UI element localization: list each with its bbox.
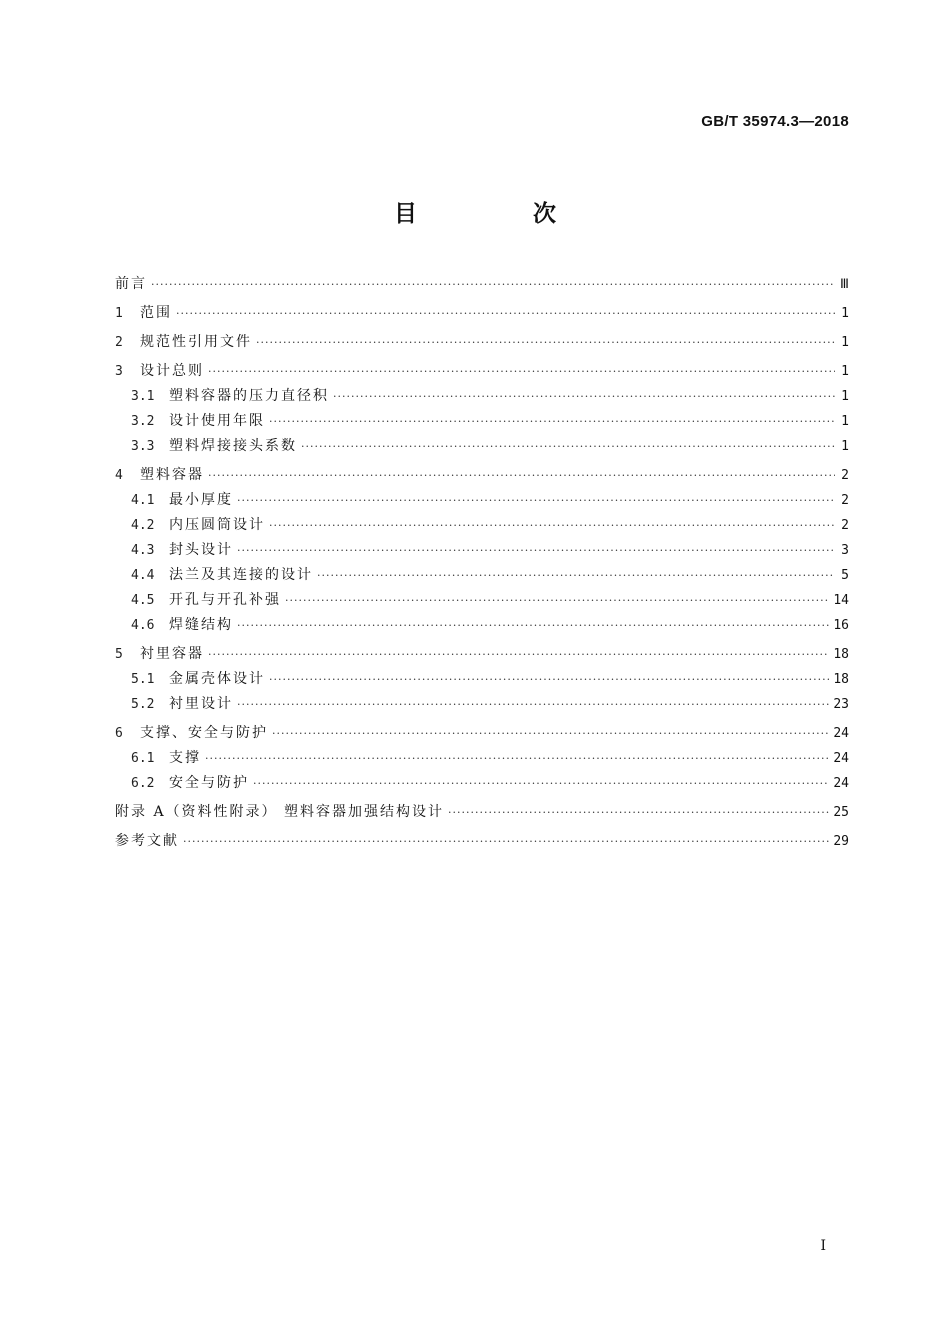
toc-entry-label: 前言 — [115, 276, 147, 292]
toc-entry-page: 23 — [833, 697, 849, 712]
toc-entry-label: 支撑、安全与防护 — [140, 725, 268, 741]
toc-leader-dots — [237, 488, 835, 513]
toc-entry[interactable] — [115, 800, 849, 825]
toc-entry-page: 29 — [833, 834, 849, 849]
toc-entry[interactable] — [115, 272, 849, 297]
toc-entry-page: 18 — [833, 672, 849, 687]
toc-entry-label: 设计使用年限 — [169, 413, 265, 429]
toc-entry-number: 4.2 — [131, 518, 155, 533]
toc-entry[interactable] — [115, 301, 849, 326]
toc-entry[interactable] — [115, 538, 849, 563]
toc-leader-dots — [285, 588, 829, 613]
toc-entry-page: 1 — [841, 335, 849, 350]
toc-entry[interactable] — [115, 488, 849, 513]
toc-leader-dots — [237, 692, 829, 717]
toc-entry-number: 1 — [115, 306, 123, 321]
toc-leader-dots — [208, 359, 835, 384]
toc-entry-label: 法兰及其连接的设计 — [169, 567, 313, 583]
toc-leader-dots — [317, 563, 835, 588]
toc-leader-dots — [205, 746, 829, 771]
toc-entry-page: 1 — [841, 439, 849, 454]
toc-leader-dots — [256, 330, 835, 355]
toc-entry-number: 2 — [115, 335, 123, 350]
standard-code: GB/T 35974.3—2018 — [701, 113, 849, 130]
toc-entry[interactable] — [115, 692, 849, 717]
toc-leader-dots — [183, 829, 829, 854]
toc-entry-page: 24 — [833, 726, 849, 741]
toc-entry-number: 5.1 — [131, 672, 155, 687]
toc-entry[interactable] — [115, 563, 849, 588]
toc-entry-label: 金属壳体设计 — [169, 671, 265, 687]
toc-entry-number: 6 — [115, 726, 123, 741]
toc-entry[interactable] — [115, 409, 849, 434]
toc-entry[interactable] — [115, 642, 849, 667]
toc-entry-label: 设计总则 — [140, 363, 204, 379]
toc-entry[interactable] — [115, 513, 849, 538]
toc-entry-number: 3.3 — [131, 439, 155, 454]
toc-entry-page: 14 — [833, 593, 849, 608]
toc-leader-dots — [208, 642, 829, 667]
toc-entry-label: 支撑 — [169, 750, 201, 766]
toc-entry-page: 2 — [841, 518, 849, 533]
toc-entry-number: 4.6 — [131, 618, 155, 633]
toc-leader-dots — [269, 513, 835, 538]
toc-leader-dots — [253, 771, 829, 796]
toc-entry-page: 18 — [833, 647, 849, 662]
toc-entry-label: 内压圆筒设计 — [169, 517, 265, 533]
toc-entry[interactable] — [115, 463, 849, 488]
table-of-contents — [115, 272, 849, 854]
toc-entry-page: 25 — [833, 805, 849, 820]
toc-entry-label: 安全与防护 — [169, 775, 249, 791]
toc-entry-page: 1 — [841, 389, 849, 404]
page-number: I — [820, 1238, 826, 1254]
toc-entry-page: 24 — [833, 776, 849, 791]
toc-entry[interactable] — [115, 330, 849, 355]
toc-leader-dots — [269, 409, 835, 434]
toc-entry-number: 4.4 — [131, 568, 155, 583]
toc-leader-dots — [151, 272, 835, 297]
toc-entry[interactable] — [115, 434, 849, 459]
toc-entry-page: 24 — [833, 751, 849, 766]
toc-entry-page: 16 — [833, 618, 849, 633]
toc-leader-dots — [237, 613, 829, 638]
toc-entry[interactable] — [115, 359, 849, 384]
toc-entry-label: 开孔与开孔补强 — [169, 592, 281, 608]
toc-entry-page: 2 — [841, 468, 849, 483]
toc-leader-dots — [269, 667, 829, 692]
toc-title: 目 次 — [393, 201, 610, 227]
toc-entry-number: 6.1 — [131, 751, 155, 766]
toc-leader-dots — [301, 434, 835, 459]
toc-entry-number: 4 — [115, 468, 123, 483]
toc-entry-label: 塑料容器 — [140, 467, 204, 483]
toc-leader-dots — [333, 384, 835, 409]
toc-entry-page: 1 — [841, 364, 849, 379]
toc-entry-label: 塑料焊接接头系数 — [169, 438, 297, 454]
toc-entry-page: 3 — [841, 543, 849, 558]
toc-entry-number: 5.2 — [131, 697, 155, 712]
toc-entry-label: 衬里设计 — [169, 696, 233, 712]
toc-entry-number: 6.2 — [131, 776, 155, 791]
toc-entry[interactable] — [115, 588, 849, 613]
toc-entry-number: 4.3 — [131, 543, 155, 558]
toc-entry-label: 衬里容器 — [140, 646, 204, 662]
toc-leader-dots — [448, 800, 829, 825]
toc-entry-page: 1 — [841, 414, 849, 429]
toc-entry[interactable] — [115, 613, 849, 638]
toc-entry-label: 附录 A（资料性附录） 塑料容器加强结构设计 — [115, 804, 445, 820]
toc-entry-label: 塑料容器的压力直径积 — [169, 388, 329, 404]
toc-entry-label: 规范性引用文件 — [140, 334, 252, 350]
toc-leader-dots — [272, 721, 829, 746]
toc-entry-page: Ⅲ — [840, 277, 849, 292]
toc-entry-page: 2 — [841, 493, 849, 508]
toc-entry-label: 参考文献 — [115, 833, 179, 849]
toc-entry[interactable] — [115, 667, 849, 692]
toc-entry-number: 4.1 — [131, 493, 155, 508]
toc-entry-label: 焊缝结构 — [169, 617, 233, 633]
toc-entry[interactable] — [115, 721, 849, 746]
toc-entry[interactable] — [115, 384, 849, 409]
toc-entry-label: 封头设计 — [169, 542, 233, 558]
toc-entry-number: 5 — [115, 647, 123, 662]
toc-entry-page: 1 — [841, 306, 849, 321]
toc-leader-dots — [208, 463, 835, 488]
toc-entry-label: 最小厚度 — [169, 492, 233, 508]
toc-entry-number: 3.1 — [131, 389, 155, 404]
toc-entry[interactable] — [115, 829, 849, 854]
toc-leader-dots — [237, 538, 835, 563]
toc-entry[interactable] — [115, 771, 849, 796]
toc-entry-number: 4.5 — [131, 593, 155, 608]
toc-entry[interactable] — [115, 746, 849, 771]
toc-entry-number: 3.2 — [131, 414, 155, 429]
toc-leader-dots — [176, 301, 835, 326]
toc-entry-label: 范围 — [140, 305, 172, 321]
toc-entry-number: 3 — [115, 364, 123, 379]
toc-entry-page: 5 — [841, 568, 849, 583]
